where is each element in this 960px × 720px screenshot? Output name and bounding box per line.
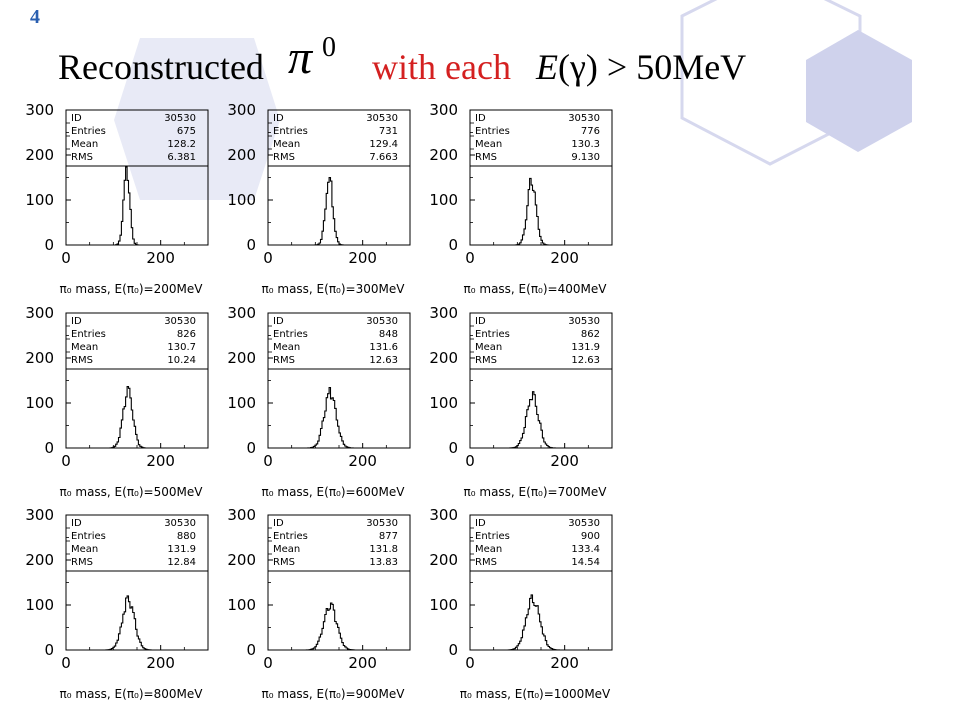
stats-value: 131.9 <box>571 342 600 353</box>
histogram-panel <box>429 506 612 701</box>
y-tick-label: 100 <box>25 596 54 614</box>
y-tick-label: 300 <box>227 304 256 322</box>
y-tick-label: 0 <box>246 439 256 457</box>
stats-value: 14.54 <box>571 557 600 568</box>
stats-value: 131.6 <box>369 342 398 353</box>
x-tick-label: 200 <box>348 452 377 470</box>
histogram-bars <box>100 596 157 650</box>
stats-label: Entries <box>273 329 308 340</box>
stats-label: RMS <box>273 152 295 163</box>
stats-value: 129.4 <box>369 139 398 150</box>
histogram-title: π₀ mass, E(π₀)=200MeV <box>59 282 203 296</box>
x-tick-label: 0 <box>465 249 475 267</box>
y-tick-label: 0 <box>44 236 54 254</box>
stats-value: 30530 <box>366 316 398 327</box>
stats-label: ID <box>71 518 82 529</box>
x-tick-label: 200 <box>146 654 175 672</box>
histogram-bars <box>511 178 552 245</box>
y-tick-label: 100 <box>227 191 256 209</box>
stats-label: ID <box>71 316 82 327</box>
stats-value: 776 <box>580 126 600 137</box>
histogram-title: π₀ mass, E(π₀)=300MeV <box>261 282 405 296</box>
y-tick-label: 0 <box>44 641 54 659</box>
stats-value: 131.9 <box>167 544 196 555</box>
histogram-bars <box>301 603 361 650</box>
stats-value: 9.130 <box>571 152 600 163</box>
stats-label: RMS <box>475 355 497 366</box>
stats-value: 6.381 <box>167 152 196 163</box>
histogram-bars <box>106 387 150 448</box>
stats-value: 131.8 <box>369 544 398 555</box>
y-tick-label: 300 <box>25 506 54 524</box>
stats-value: 30530 <box>366 113 398 124</box>
histogram-panel <box>429 304 612 499</box>
y-tick-label: 200 <box>227 551 256 569</box>
stats-label: RMS <box>273 557 295 568</box>
stats-value: 130.7 <box>167 342 196 353</box>
stats-label: Entries <box>475 329 510 340</box>
histogram-title: π₀ mass, E(π₀)=600MeV <box>261 485 405 499</box>
stats-label: ID <box>273 316 284 327</box>
histogram-bars <box>506 392 560 448</box>
stats-value: 30530 <box>366 518 398 529</box>
y-tick-label: 300 <box>429 506 458 524</box>
y-tick-label: 200 <box>227 146 256 164</box>
stats-label: Entries <box>71 329 106 340</box>
title-prefix: Reconstructed <box>58 47 264 87</box>
x-tick-label: 0 <box>465 452 475 470</box>
histogram-bars <box>501 595 565 650</box>
stats-label: RMS <box>71 557 93 568</box>
y-tick-label: 100 <box>227 394 256 412</box>
condition-rest: > 50MeV <box>597 47 747 87</box>
stats-label: RMS <box>475 152 497 163</box>
stats-value: 12.84 <box>167 557 196 568</box>
histogram-panel <box>25 506 208 701</box>
stats-label: ID <box>475 113 486 124</box>
stats-label: RMS <box>475 557 497 568</box>
stats-label: Entries <box>475 531 510 542</box>
x-tick-label: 0 <box>263 654 273 672</box>
stats-label: Mean <box>475 544 503 555</box>
histogram-panel <box>25 101 208 296</box>
y-tick-label: 100 <box>429 394 458 412</box>
histogram-title: π₀ mass, E(π₀)=700MeV <box>463 485 607 499</box>
x-tick-label: 200 <box>146 249 175 267</box>
x-tick-label: 0 <box>61 249 71 267</box>
y-tick-label: 100 <box>429 191 458 209</box>
histogram-bars <box>113 167 141 245</box>
x-tick-label: 200 <box>348 654 377 672</box>
y-tick-label: 300 <box>227 506 256 524</box>
stats-value: 12.63 <box>369 355 398 366</box>
y-tick-label: 200 <box>25 146 54 164</box>
histogram-panel <box>25 304 208 499</box>
stats-label: Entries <box>273 126 308 137</box>
y-tick-label: 0 <box>448 641 458 659</box>
stats-value: 30530 <box>164 316 196 327</box>
pi-symbol: π <box>288 31 313 84</box>
x-tick-label: 0 <box>263 452 273 470</box>
y-tick-label: 200 <box>429 146 458 164</box>
stats-value: 10.24 <box>167 355 196 366</box>
y-tick-label: 0 <box>44 439 54 457</box>
x-tick-label: 200 <box>550 249 579 267</box>
y-tick-label: 300 <box>25 304 54 322</box>
stats-value: 675 <box>176 126 196 137</box>
stats-value: 877 <box>378 531 398 542</box>
histogram-title: π₀ mass, E(π₀)=800MeV <box>59 687 203 701</box>
histogram-panel <box>227 304 410 499</box>
histogram-title: π₀ mass, E(π₀)=400MeV <box>463 282 607 296</box>
y-tick-label: 200 <box>227 349 256 367</box>
slide-number: 4 <box>30 6 40 28</box>
condition-e: E <box>536 47 558 87</box>
y-tick-label: 0 <box>448 236 458 254</box>
histogram-bars <box>312 178 346 245</box>
y-tick-label: 0 <box>448 439 458 457</box>
histogram-panel <box>227 506 410 701</box>
stats-label: RMS <box>71 152 93 163</box>
histogram-title: π₀ mass, E(π₀)=500MeV <box>59 485 203 499</box>
x-tick-label: 200 <box>550 654 579 672</box>
stats-value: 13.83 <box>369 557 398 568</box>
stats-label: Mean <box>273 139 301 150</box>
y-tick-label: 200 <box>25 349 54 367</box>
stats-label: ID <box>475 518 486 529</box>
stats-value: 130.3 <box>571 139 600 150</box>
y-tick-label: 300 <box>25 101 54 119</box>
x-tick-label: 0 <box>61 654 71 672</box>
stats-label: Mean <box>475 342 503 353</box>
x-tick-label: 200 <box>550 452 579 470</box>
y-tick-label: 300 <box>429 101 458 119</box>
title-with-each: with each <box>372 47 511 87</box>
energy-condition <box>536 46 746 88</box>
histogram-panel <box>429 101 612 296</box>
stats-value: 30530 <box>164 518 196 529</box>
stats-label: Mean <box>71 139 99 150</box>
histogram-title: π₀ mass, E(π₀)=1000MeV <box>459 687 611 701</box>
histogram-bars <box>302 388 357 449</box>
stats-value: 862 <box>580 329 600 340</box>
stats-label: Mean <box>273 342 301 353</box>
y-tick-label: 0 <box>246 236 256 254</box>
x-tick-label: 200 <box>146 452 175 470</box>
stats-label: Entries <box>71 126 106 137</box>
stats-label: ID <box>273 518 284 529</box>
stats-label: Mean <box>71 544 99 555</box>
y-tick-label: 300 <box>227 101 256 119</box>
stats-label: ID <box>71 113 82 124</box>
stats-label: RMS <box>273 355 295 366</box>
y-tick-label: 200 <box>25 551 54 569</box>
stats-value: 30530 <box>164 113 196 124</box>
y-tick-label: 100 <box>25 394 54 412</box>
y-tick-label: 300 <box>429 304 458 322</box>
stats-value: 133.4 <box>571 544 600 555</box>
stats-value: 880 <box>176 531 196 542</box>
stats-value: 731 <box>378 126 398 137</box>
stats-value: 30530 <box>568 316 600 327</box>
condition-gamma: (γ) <box>558 47 598 87</box>
pi-superscript: 0 <box>322 32 336 63</box>
stats-label: RMS <box>71 355 93 366</box>
x-tick-label: 0 <box>465 654 475 672</box>
y-tick-label: 100 <box>429 596 458 614</box>
stats-value: 128.2 <box>167 139 196 150</box>
x-tick-label: 200 <box>348 249 377 267</box>
y-tick-label: 200 <box>429 551 458 569</box>
y-tick-label: 100 <box>227 596 256 614</box>
stats-value: 900 <box>580 531 600 542</box>
y-tick-label: 100 <box>25 191 54 209</box>
stats-label: Entries <box>475 126 510 137</box>
stats-label: ID <box>273 113 284 124</box>
histogram-title: π₀ mass, E(π₀)=900MeV <box>261 687 405 701</box>
stats-label: Mean <box>71 342 99 353</box>
x-tick-label: 0 <box>263 249 273 267</box>
stats-label: Entries <box>71 531 106 542</box>
stats-value: 30530 <box>568 518 600 529</box>
stats-value: 30530 <box>568 113 600 124</box>
stats-label: Mean <box>273 544 301 555</box>
x-tick-label: 0 <box>61 452 71 470</box>
stats-value: 12.63 <box>571 355 600 366</box>
stats-label: Entries <box>273 531 308 542</box>
histogram-panel <box>227 101 410 296</box>
y-tick-label: 0 <box>246 641 256 659</box>
stats-label: ID <box>475 316 486 327</box>
stats-label: Mean <box>475 139 503 150</box>
stats-value: 848 <box>378 329 398 340</box>
stats-value: 7.663 <box>369 152 398 163</box>
stats-value: 826 <box>176 329 196 340</box>
y-tick-label: 200 <box>429 349 458 367</box>
